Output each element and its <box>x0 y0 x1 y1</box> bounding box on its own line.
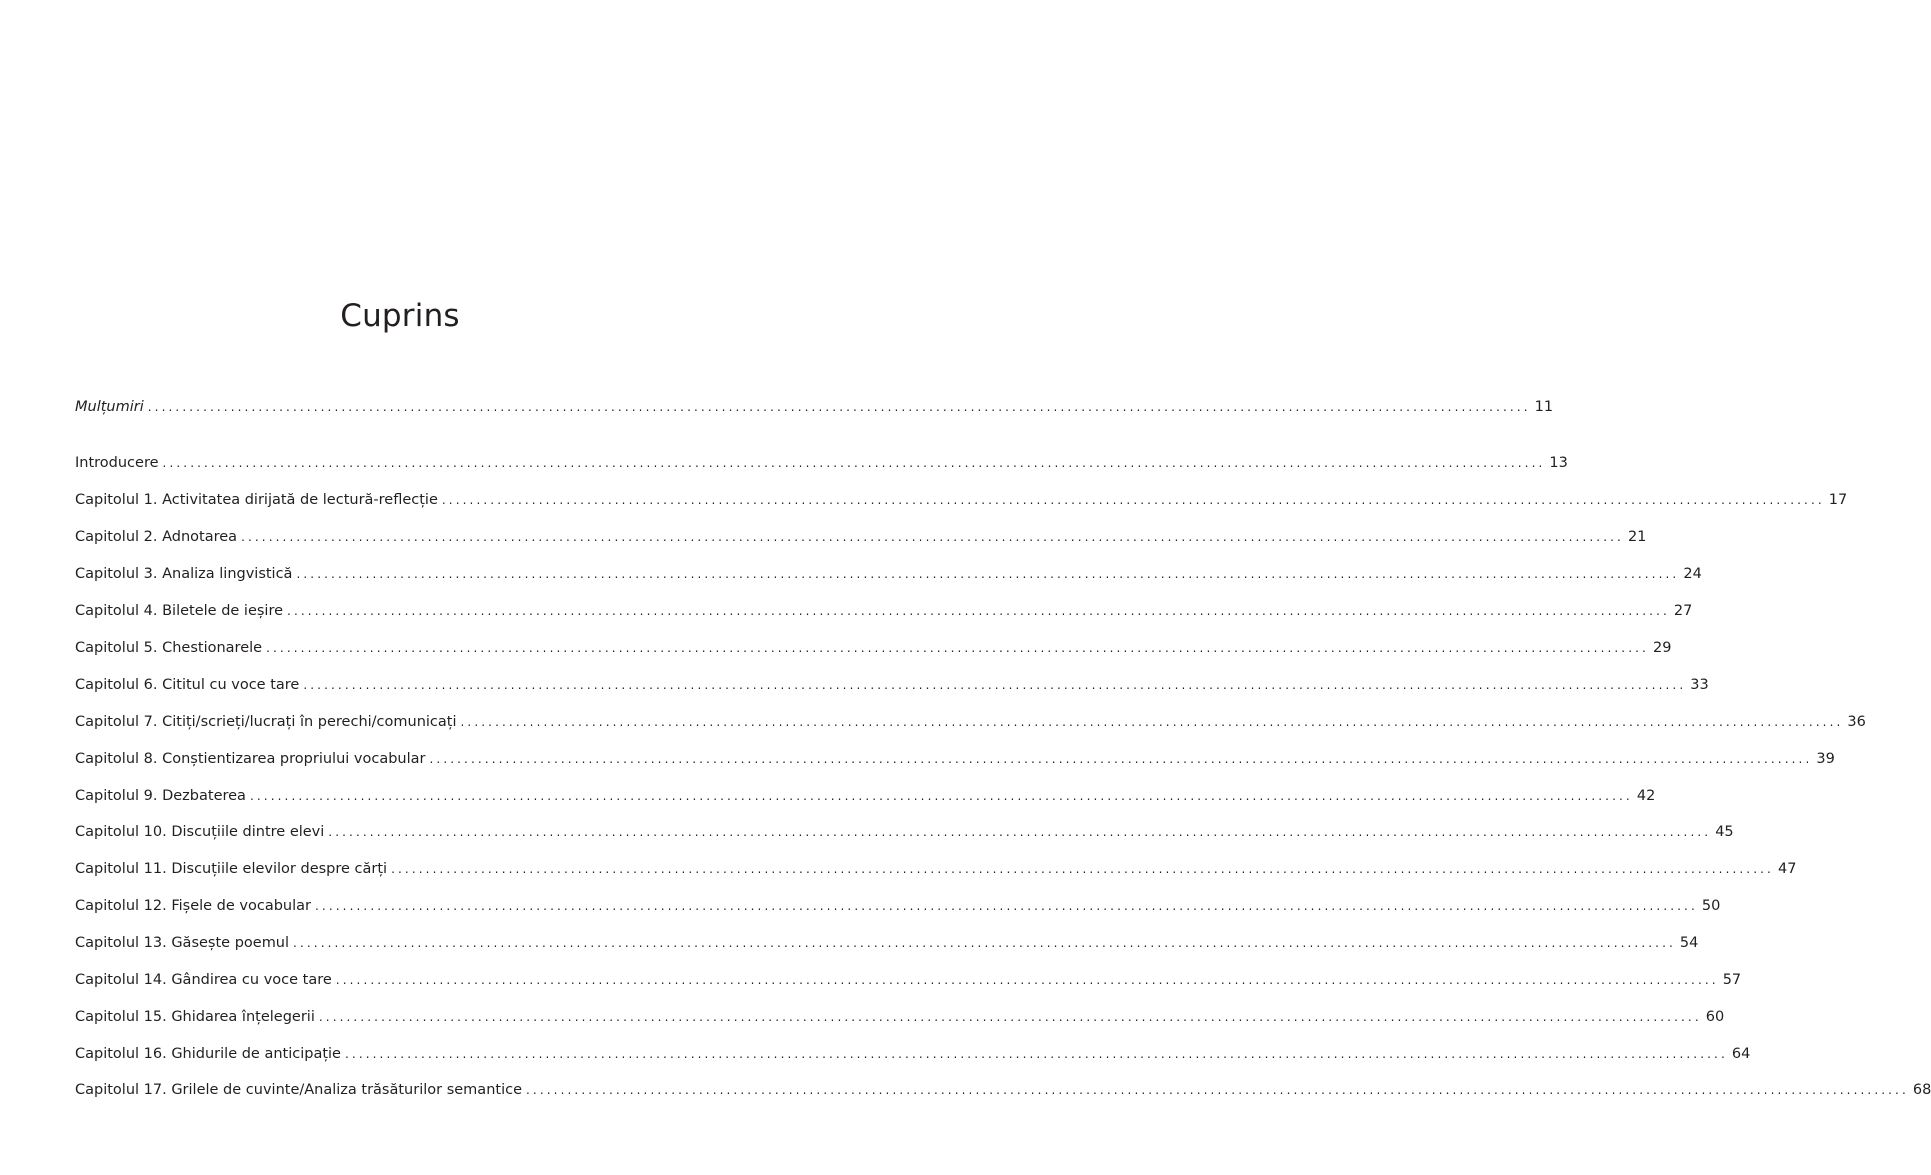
dot-leader: ........................................................................................................................................................................................................ <box>328 825 1712 839</box>
dot-leader: ........................................................................................................................................................................................................ <box>162 456 1546 470</box>
dot-leader: ........................................................................................................................................................................................................ <box>287 604 1670 618</box>
dot-leader: ........................................................................................................................................................................................................ <box>391 862 1774 876</box>
toc-entry-label: Capitolul 9. Dezbaterea <box>75 788 246 804</box>
dot-leader: ........................................................................................................................................................................................................ <box>315 899 1698 913</box>
toc-entry-label: Capitolul 10. Discuțiile dintre elevi <box>75 824 325 840</box>
toc-entry-page: 36 <box>1847 714 1866 730</box>
dot-leader: ........................................................................................................................................................................................................ <box>335 973 1719 987</box>
dot-leader: ........................................................................................................................................................................................................ <box>344 1047 1728 1061</box>
toc-entry-chapter-10 <box>75 820 1734 844</box>
toc-entry-chapter-9 <box>75 784 1656 808</box>
toc-entry-label: Mulțumiri <box>75 399 144 415</box>
toc-entry-page: 54 <box>1679 935 1699 951</box>
toc-entry-label: Capitolul 12. Fișele de vocabular <box>75 898 311 914</box>
toc-entry-chapter-17 <box>75 1078 1931 1102</box>
dot-leader: ........................................................................................................................................................................................................ <box>318 1010 1702 1024</box>
toc-entry-page: 64 <box>1731 1046 1751 1062</box>
dot-leader: ........................................................................................................................................................................................................ <box>296 567 1680 581</box>
toc-entry-chapter-7 <box>75 710 1866 734</box>
toc-entry-label: Capitolul 1. Activitatea dirijată de lectură-reflecție <box>75 492 438 508</box>
toc-entry-label: Capitolul 15. Ghidarea înțelegerii <box>75 1009 315 1025</box>
dot-leader: ........................................................................................................................................................................................................ <box>241 530 1624 544</box>
toc-entry-page: 50 <box>1701 898 1721 914</box>
toc-entry-chapter-12 <box>75 894 1721 918</box>
toc-entry-chapter-16 <box>75 1042 1751 1066</box>
dot-leader: ........................................................................................................................................................................................................ <box>147 400 1531 414</box>
toc-entry-chapter-4 <box>75 599 1693 623</box>
toc-entry-chapter-1 <box>75 488 1848 512</box>
toc-entry-page: 29 <box>1652 640 1672 656</box>
dot-leader: ........................................................................................................................................................................................................ <box>293 936 1676 950</box>
toc-entry-page: 24 <box>1683 566 1702 582</box>
dot-leader: ........................................................................................................................................................................................................ <box>303 678 1687 692</box>
toc-entry-page: 68 <box>1912 1082 1931 1098</box>
toc-entry-label: Capitolul 17. Grilele de cuvinte/Analiza trăsăturilor semantice <box>75 1082 522 1098</box>
page-title: Cuprins <box>340 298 460 334</box>
toc-entry-page: 42 <box>1636 788 1656 804</box>
dot-leader: ........................................................................................................................................................................................................ <box>526 1083 1909 1097</box>
toc-entry-page: 13 <box>1549 455 1568 471</box>
toc-entry-label: Capitolul 8. Conștientizarea propriului vocabular <box>75 751 426 767</box>
toc-entry-page: 27 <box>1673 603 1693 619</box>
toc-entry-page: 47 <box>1777 861 1797 877</box>
toc-entry-label: Capitolul 11. Discuțiile elevilor despre cărți <box>75 861 388 877</box>
toc-entry-chapter-14 <box>75 968 1742 992</box>
toc-entry-page: 17 <box>1828 492 1848 508</box>
toc-entry-acknowledgements <box>75 395 1554 419</box>
toc-entry-page: 33 <box>1690 677 1709 693</box>
toc-entry-label: Capitolul 13. Găsește poemul <box>75 935 290 951</box>
toc-entry-page: 57 <box>1722 972 1742 988</box>
toc-entry-page: 11 <box>1534 399 1554 415</box>
toc-entry-page: 60 <box>1705 1009 1725 1025</box>
toc-entry-label: Capitolul 16. Ghidurile de anticipație <box>75 1046 341 1062</box>
toc-entry-page: 39 <box>1816 751 1835 767</box>
toc-entry-chapter-8 <box>75 747 1835 771</box>
toc-entry-chapter-6 <box>75 673 1709 697</box>
toc-entry-introduction <box>75 451 1568 475</box>
toc-entry-chapter-13 <box>75 931 1699 955</box>
toc-entry-chapter-11 <box>75 857 1797 881</box>
toc-entry-label: Capitolul 4. Biletele de ieșire <box>75 603 284 619</box>
toc-entry-page: 21 <box>1627 529 1647 545</box>
toc-entry-label: Capitolul 2. Adnotarea <box>75 529 238 545</box>
toc-entry-label: Introducere <box>75 455 159 471</box>
toc-entry-chapter-5 <box>75 636 1672 660</box>
dot-leader: ........................................................................................................................................................................................................ <box>441 493 1825 507</box>
dot-leader: ........................................................................................................................................................................................................ <box>249 789 1633 803</box>
toc-entry-label: Capitolul 7. Citiți/scrieți/lucrați în perechi/comunicați <box>75 714 457 730</box>
toc-entry-label: Capitolul 3. Analiza lingvistică <box>75 566 293 582</box>
toc-entry-label: Capitolul 6. Cititul cu voce tare <box>75 677 300 693</box>
dot-leader: ........................................................................................................................................................................................................ <box>266 641 1649 655</box>
toc-entry-page: 45 <box>1715 824 1734 840</box>
dot-leader: ........................................................................................................................................................................................................ <box>429 752 1813 766</box>
toc-entry-chapter-3 <box>75 562 1702 586</box>
toc-entry-label: Capitolul 5. Chestionarele <box>75 640 263 656</box>
toc-entry-chapter-15 <box>75 1005 1725 1029</box>
toc-entry-chapter-2 <box>75 525 1647 549</box>
toc-entry-label: Capitolul 14. Gândirea cu voce tare <box>75 972 332 988</box>
dot-leader: ........................................................................................................................................................................................................ <box>460 715 1844 729</box>
